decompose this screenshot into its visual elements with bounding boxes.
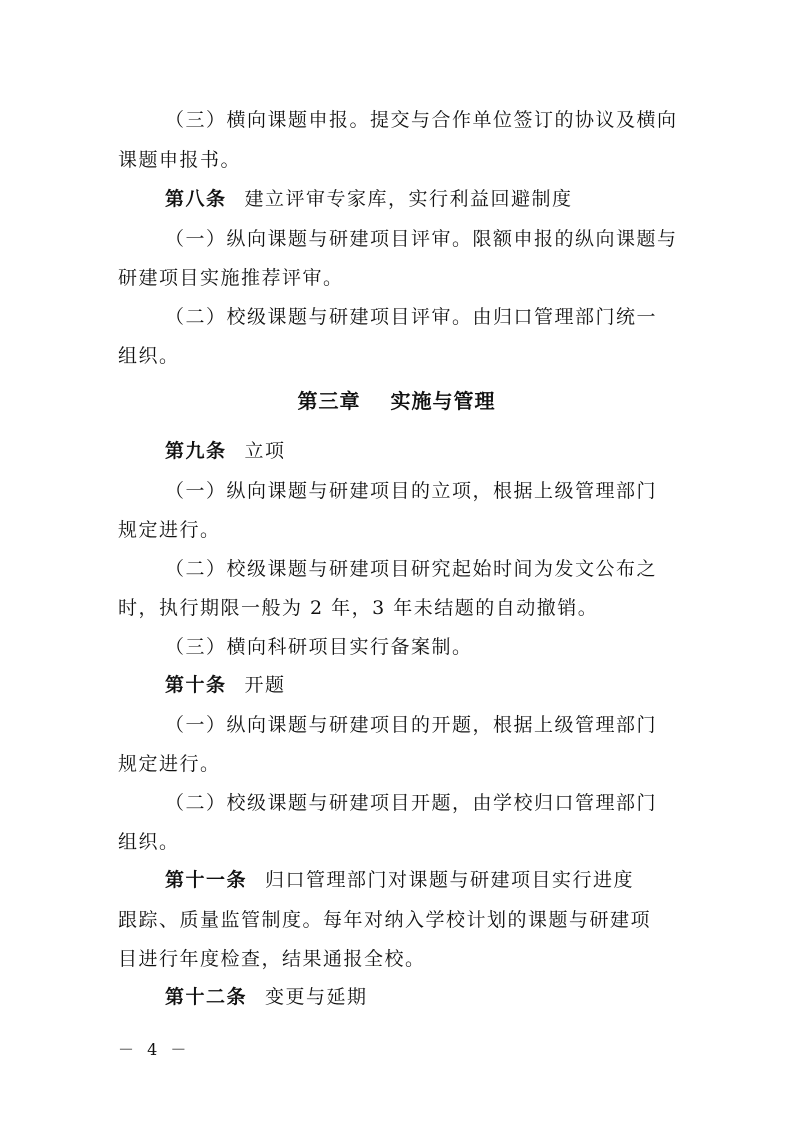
paragraph-line: （二）校级课题与研建项目评审。由归口管理部门统一 — [165, 306, 658, 328]
paragraph-line: 组织。 — [118, 831, 180, 853]
article-label: 第十一条 — [165, 869, 248, 891]
article-label: 第八条 — [165, 188, 227, 210]
article-label: 第十条 — [165, 674, 227, 696]
paragraph-line: （二）校级课题与研建项目研究起始时间为发文公布之 — [165, 558, 658, 580]
article-heading: 归口管理部门对课题与研建项目实行进度 — [265, 869, 635, 891]
article-10 — [165, 673, 286, 697]
paragraph-line: 组织。 — [118, 345, 180, 367]
paragraph-line: 时，执行期限一般为 2 年，3 年未结题的自动撤销。 — [118, 597, 599, 619]
article-heading: 开题 — [244, 674, 286, 696]
paragraph-line: 课题申报书。 — [118, 149, 242, 171]
paragraph-line: （一）纵向课题与研建项目评审。限额申报的纵向课题与 — [165, 228, 678, 250]
paragraph-line: 规定进行。 — [118, 753, 221, 775]
article-heading: 建立评审专家库，实行利益回避制度 — [244, 188, 573, 210]
article-12 — [165, 985, 368, 1009]
chapter-number: 第三章 — [297, 389, 361, 413]
paragraph-line: （一）纵向课题与研建项目的开题，根据上级管理部门 — [165, 714, 658, 736]
chapter-heading — [0, 388, 793, 414]
chapter-title: 实施与管理 — [390, 389, 496, 413]
paragraph-line: 目进行年度检查，结果通报全校。 — [118, 948, 426, 970]
article-label: 第十二条 — [165, 986, 248, 1008]
article-label: 第九条 — [165, 440, 227, 462]
paragraph-line: 规定进行。 — [118, 519, 221, 541]
paragraph-line: 研建项目实施推荐评审。 — [118, 267, 344, 289]
article-heading: 立项 — [244, 440, 286, 462]
paragraph-line: （二）校级课题与研建项目开题，由学校归口管理部门 — [165, 792, 658, 814]
page-number: － 4 － — [118, 1040, 191, 1059]
article-9 — [165, 439, 286, 463]
article-11 — [165, 868, 634, 892]
article-8 — [165, 187, 573, 211]
paragraph-line: （三）横向科研项目实行备案制。 — [165, 636, 473, 658]
article-heading: 变更与延期 — [265, 986, 368, 1008]
paragraph-line: （一）纵向课题与研建项目的立项，根据上级管理部门 — [165, 480, 658, 502]
paragraph-line: （三）横向课题申报。提交与合作单位签订的协议及横向 — [165, 109, 678, 131]
paragraph-line: 跟踪、质量监管制度。每年对纳入学校计划的课题与研建项 — [118, 909, 652, 931]
